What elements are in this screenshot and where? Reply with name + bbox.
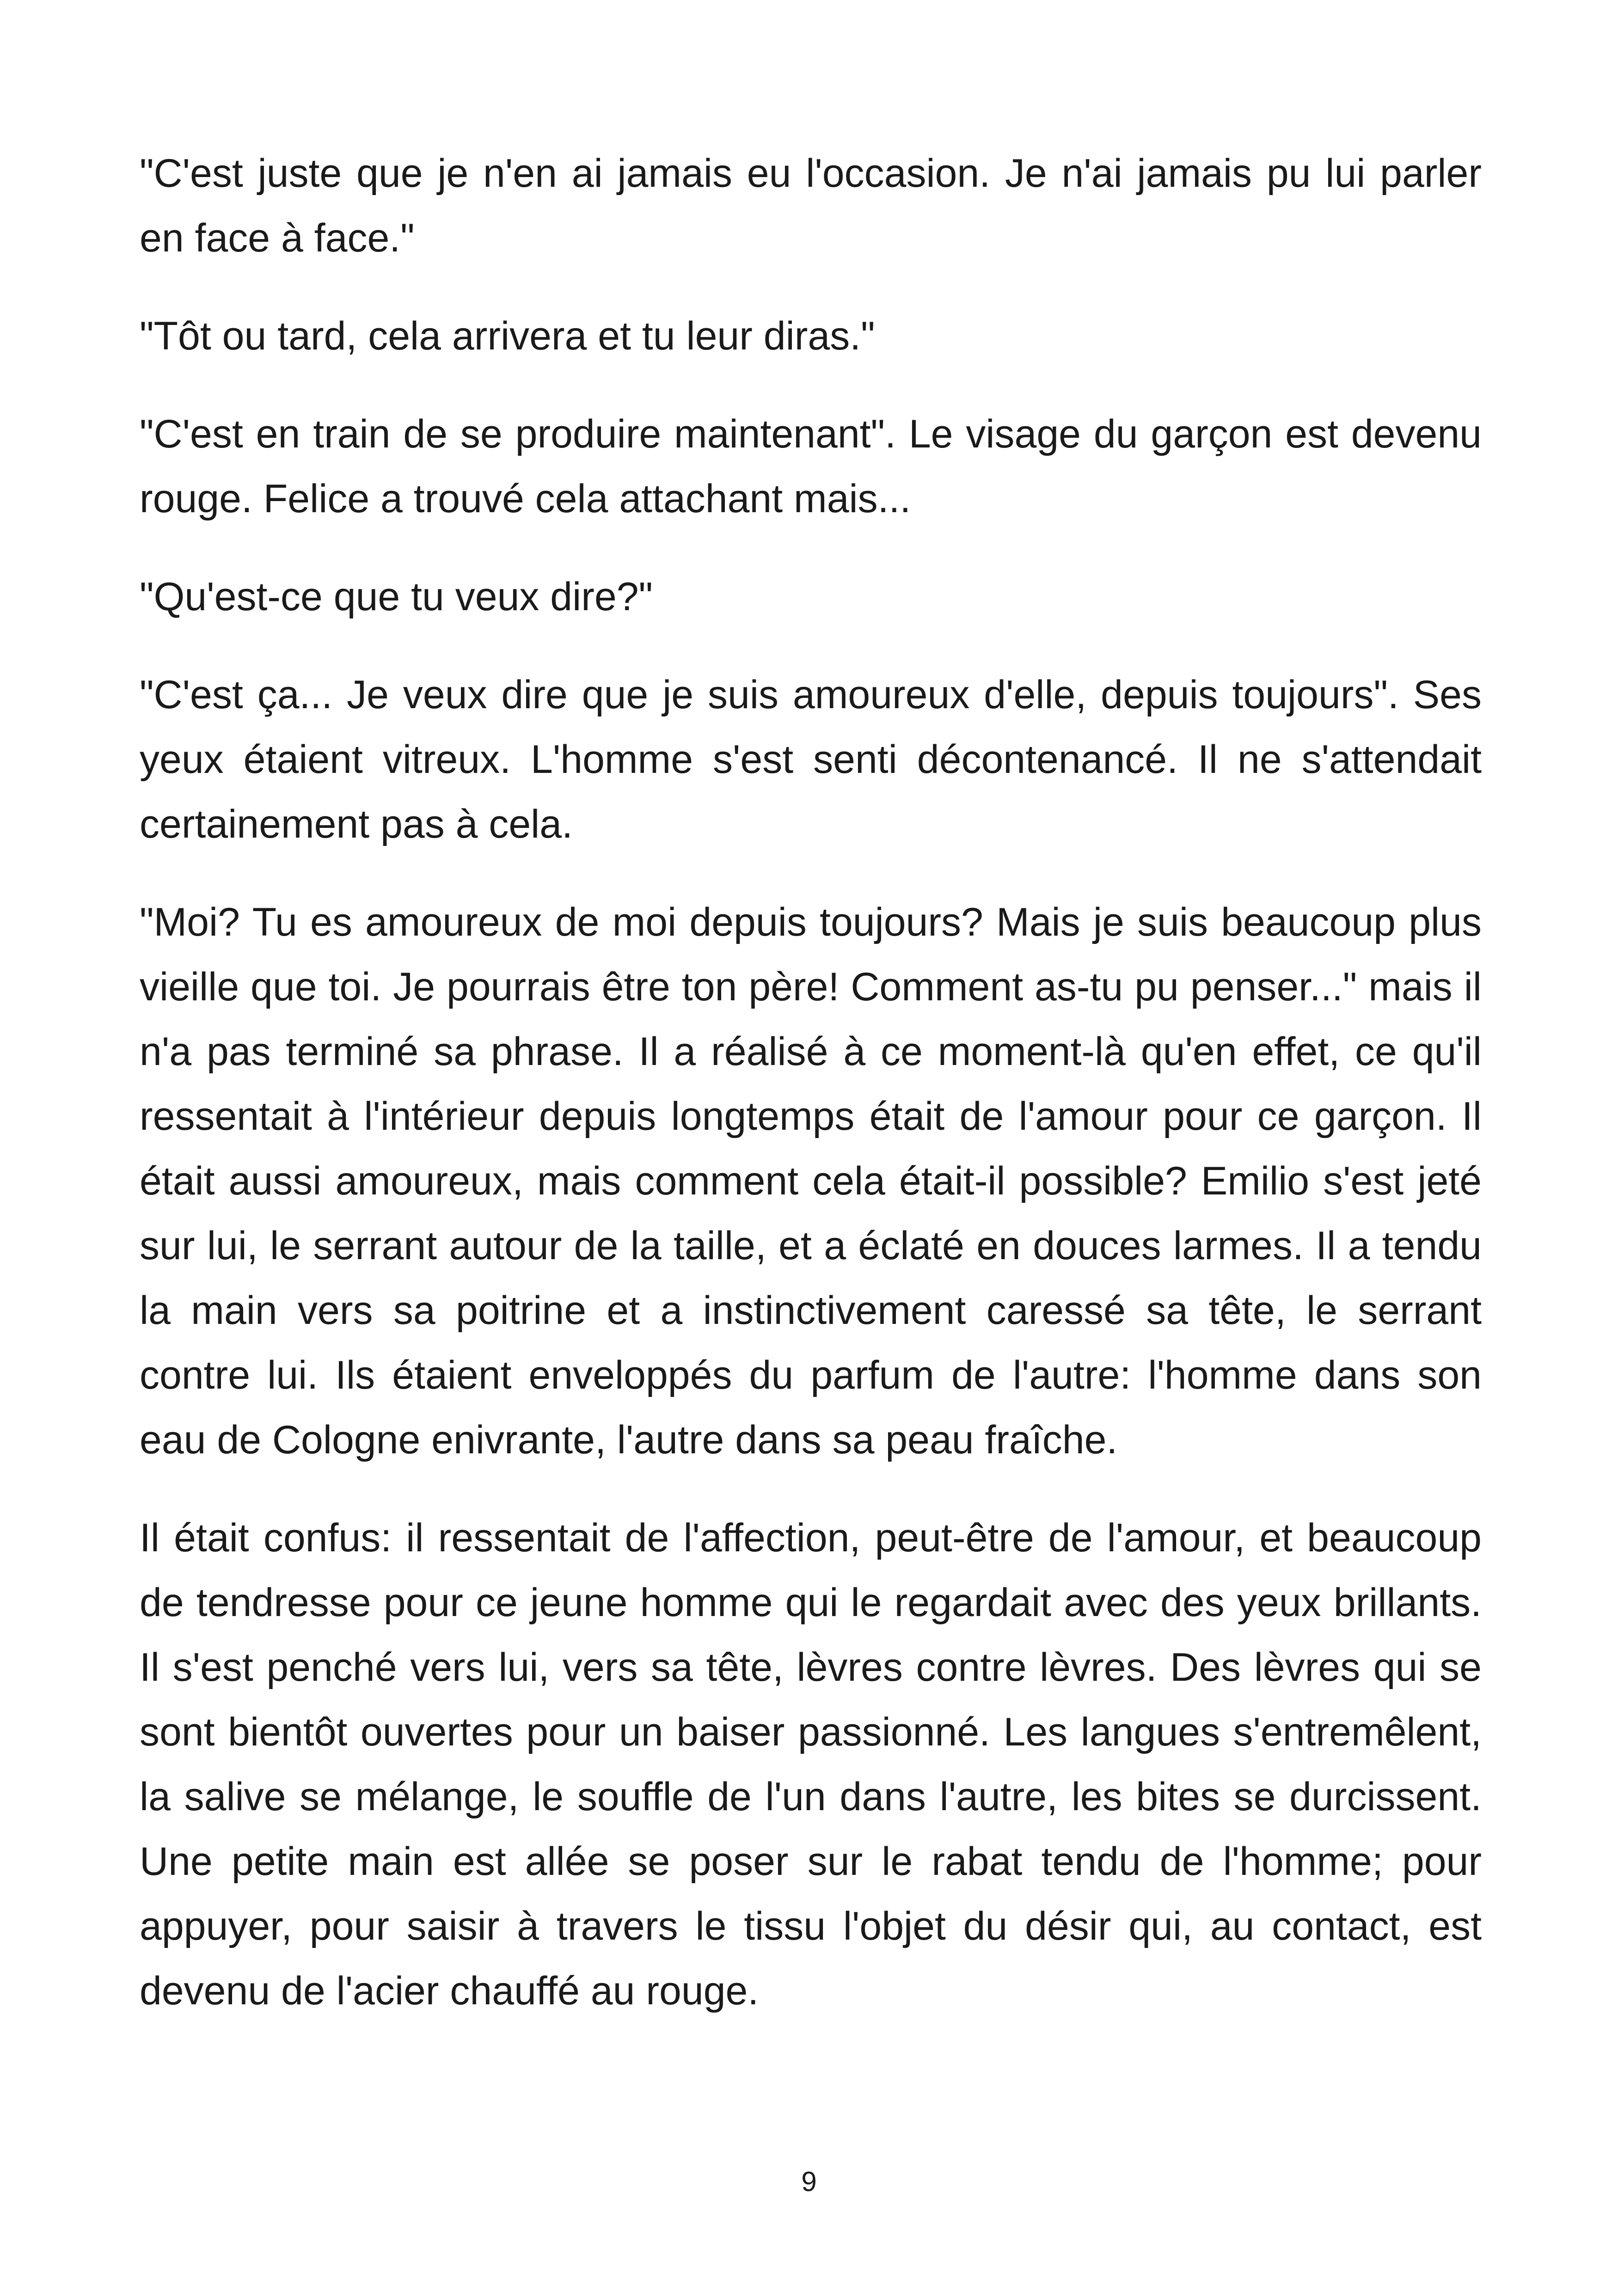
paragraph: "Tôt ou tard, cela arrivera et tu leur diras." bbox=[140, 314, 875, 358]
paragraph: "Qu'est-ce que tu veux dire?" bbox=[140, 575, 653, 619]
paragraph: Il était confus: il ressentait de l'affection, peut-être de l'amour, et beaucoup de tendresse pour ce jeune homme qui le regardait avec des yeux brillants. Il s'est penché vers lui, vers sa tête, lèvres contre lèvres. Des lèvres qui se sont bientôt ouvertes pour un baiser passionné. Les langues s'entremêlent, la salive se mélange, le souffle de l'un dans l'autre, les bites se durcissent. Une petite main est allée se poser sur le rabat tendu de l'homme; pour appuyer, pour saisir à travers le tissu l'objet du désir qui, au contact, est devenu de l'acier chauffé au rouge. bbox=[140, 1516, 1482, 2013]
page-number: 9 bbox=[801, 2166, 817, 2197]
paragraph: "C'est en train de se produire maintenant". Le visage du garçon est devenu rouge. Felice a trouvé cela attachant mais... bbox=[140, 412, 1482, 521]
body-text bbox=[140, 141, 1482, 2057]
paragraph: "C'est juste que je n'en ai jamais eu l'occasion. Je n'ai jamais pu lui parler en face à face." bbox=[140, 151, 1482, 260]
paragraph: "Moi? Tu es amoureux de moi depuis toujours? Mais je suis beaucoup plus vieille que toi. Je pourrais être ton père! Comment as-tu pu penser..." mais il n'a pas terminé sa phrase. Il a réalisé à ce moment-là qu'en effet, ce qu'il ressentait à l'intérieur depuis longtemps était de l'amour pour ce garçon. Il était aussi amoureux, mais comment cela était-il possible? Emilio s'est jeté sur lui, le serrant autour de la taille, et a éclaté en douces larmes. Il a tendu la main vers sa poitrine et a instinctivement caressé sa tête, le serrant contre lui. Ils étaient enveloppés du parfum de l'autre: l'homme dans son eau de Cologne enivrante, l'autre dans sa peau fraîche. bbox=[140, 900, 1482, 1462]
paragraph: "C'est ça... Je veux dire que je suis amoureux d'elle, depuis toujours". Ses yeux étaient vitreux. L'homme s'est senti décontenancé. Il ne s'attendait certainement pas à cela. bbox=[140, 673, 1482, 846]
